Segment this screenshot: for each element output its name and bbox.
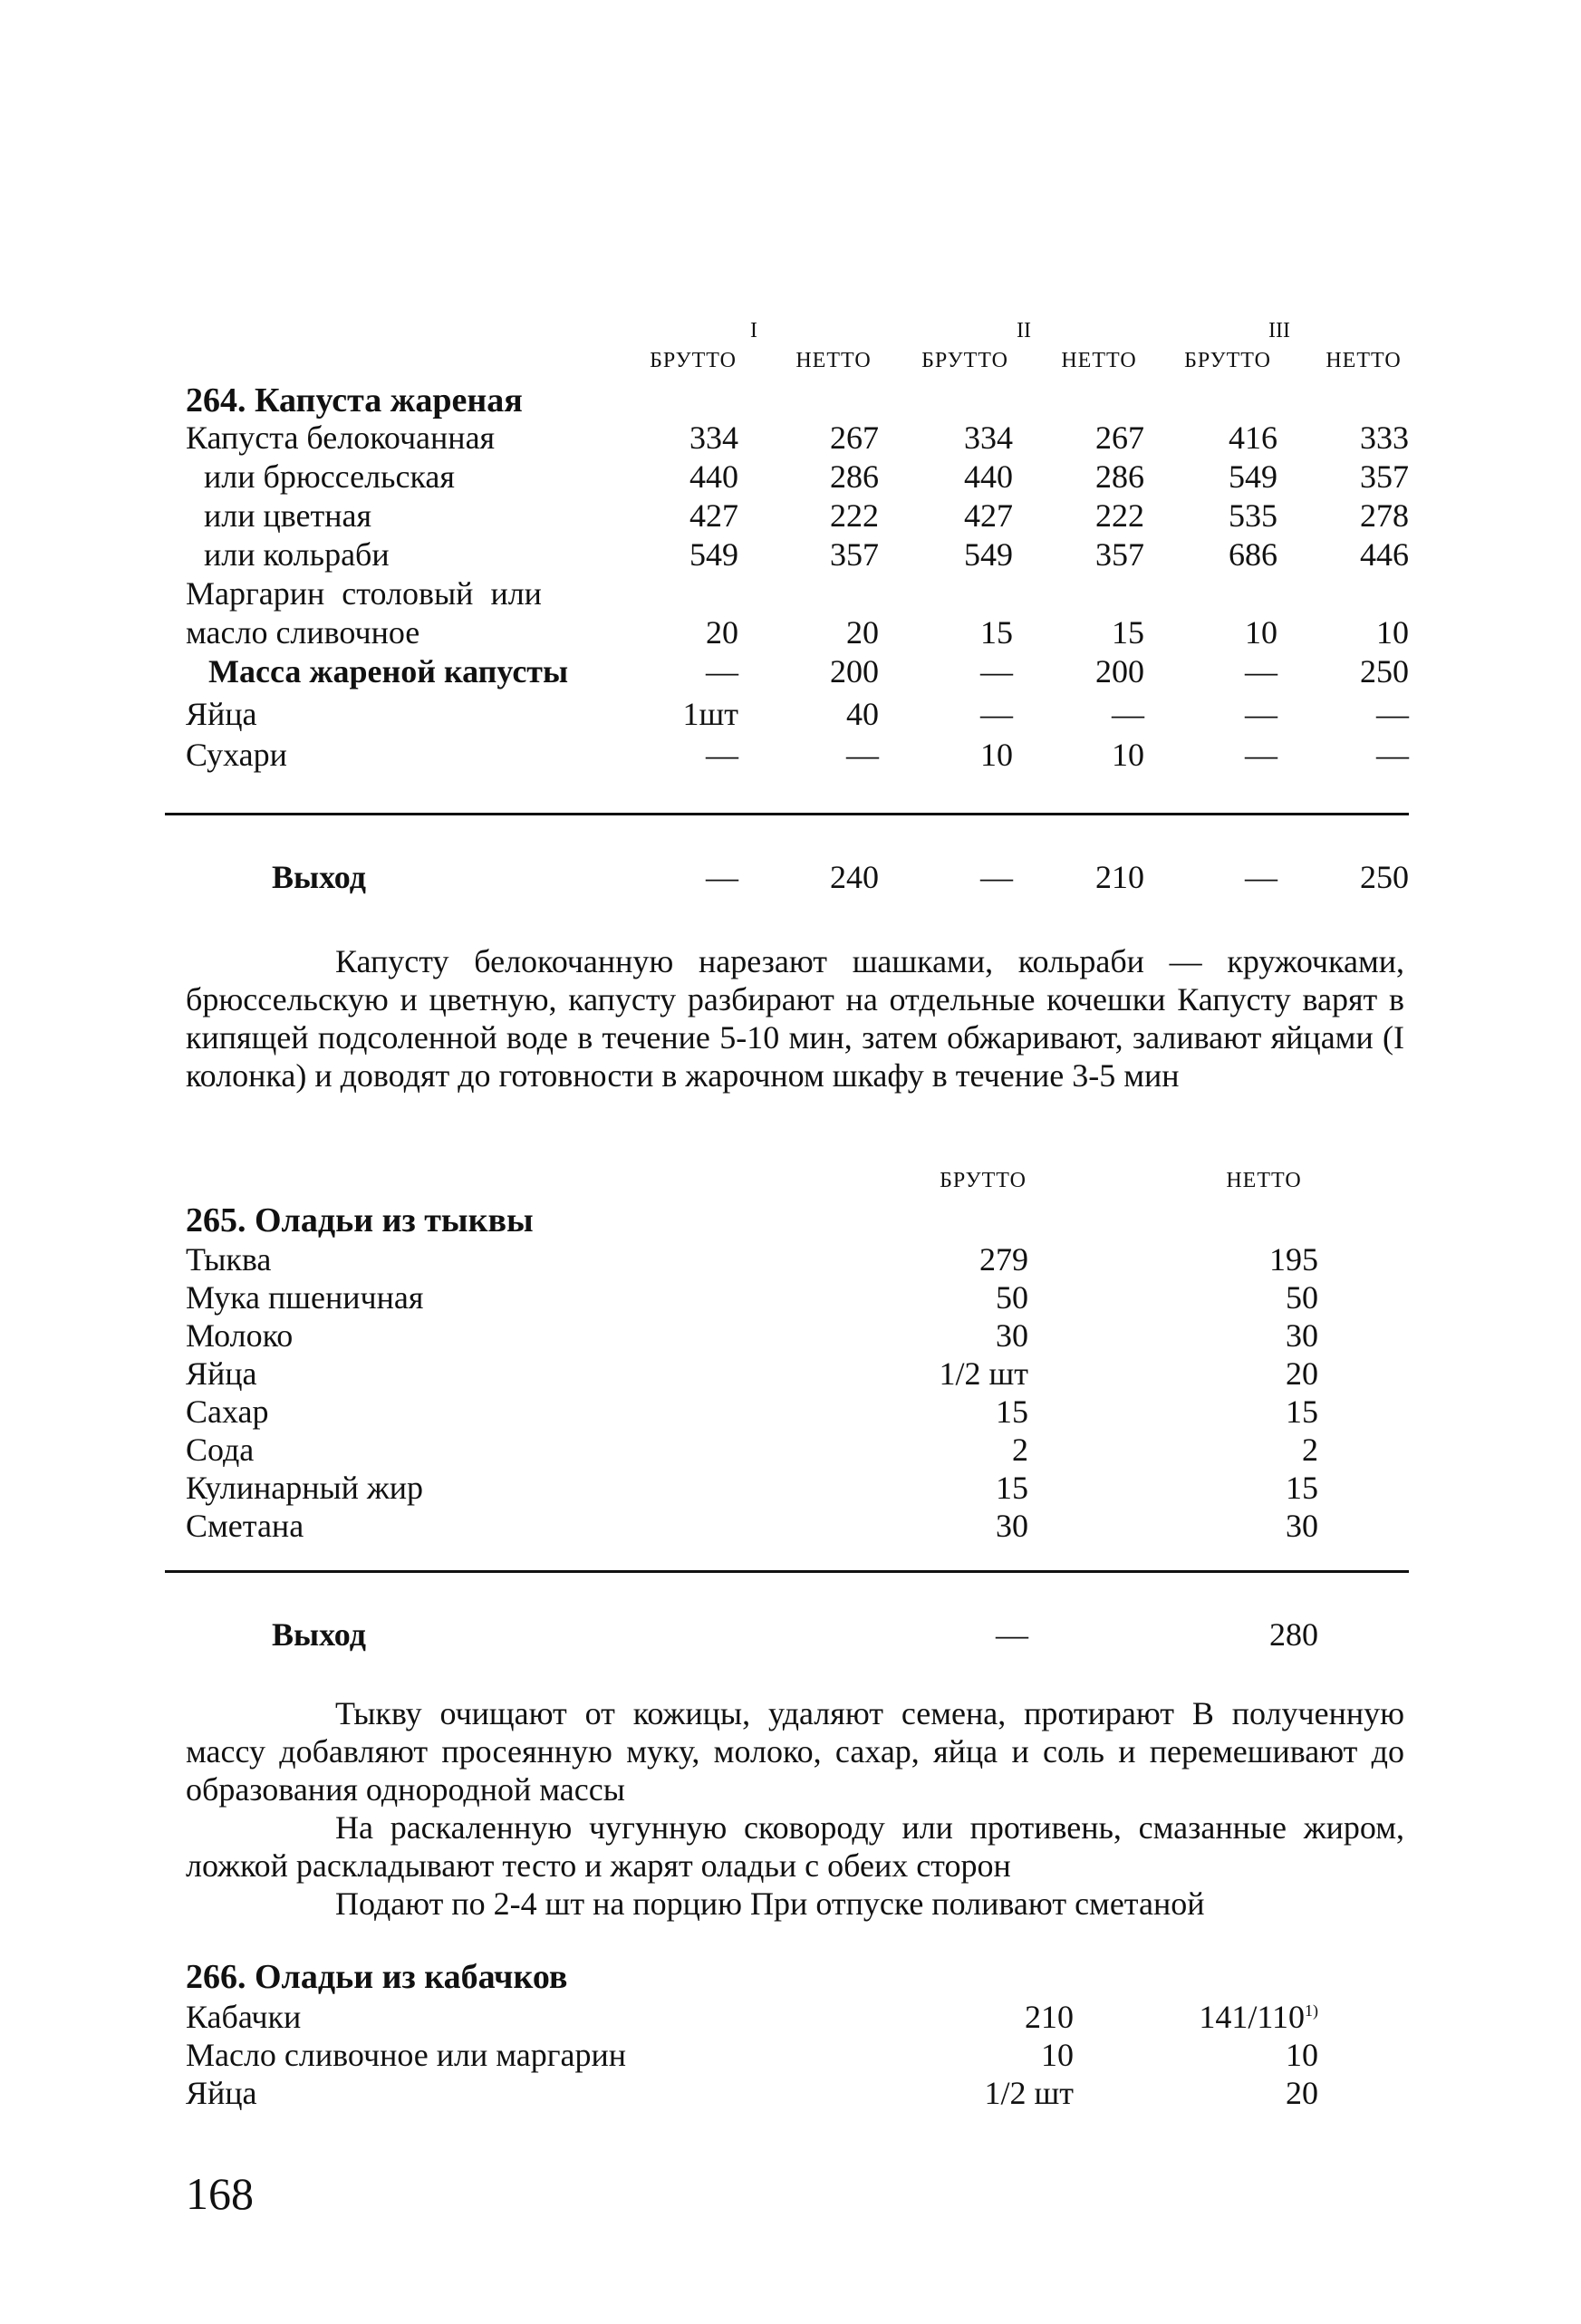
ingredient-value: 267	[1095, 419, 1144, 456]
ingredient-value: —	[1112, 696, 1144, 732]
ingredient-value: 200	[1095, 653, 1144, 689]
ingredient-value: 50	[996, 1279, 1028, 1316]
ingredient-value: —	[846, 737, 879, 773]
ingredient-value: 440	[689, 458, 738, 495]
ingredient-value: 549	[689, 536, 738, 573]
col-head: БРУТТО	[650, 349, 737, 372]
yield-value: —	[706, 859, 738, 895]
yield-value: —	[996, 1616, 1028, 1653]
recipe-title: 266. Оладьи из кабачков	[186, 1958, 568, 1996]
ingredient-value: 222	[830, 497, 879, 534]
col-group-II: II	[1017, 319, 1031, 342]
ingredient-value-text: 20	[1286, 2075, 1318, 2111]
ingredient-value: 279	[979, 1241, 1028, 1278]
ingredient-value: 10	[1245, 614, 1277, 651]
ingredient-name: Капуста белокочанная	[186, 419, 496, 456]
description-paragraph	[186, 1694, 1404, 1808]
ingredient-value	[892, 2077, 1074, 2109]
col-group-I: I	[750, 319, 757, 342]
ingredient-name: или цветная	[204, 497, 372, 534]
col-head: БРУТТО	[1184, 349, 1271, 372]
col-head: НЕТТО	[1226, 1169, 1302, 1192]
divider	[165, 1570, 1409, 1573]
description-paragraph	[186, 1808, 1404, 1885]
col-head: БРУТТО	[921, 349, 1008, 372]
ingredient-name: масло сливочное	[186, 614, 420, 651]
ingredient-name: Тыква	[186, 1241, 272, 1278]
ingredient-name: Мука пшеничная	[186, 1279, 424, 1316]
ingredient-value-text: 10	[1041, 2037, 1074, 2073]
ingredient-value: 535	[1229, 497, 1277, 534]
ingredient-value: 427	[964, 497, 1013, 534]
ingredient-value: 50	[1286, 1279, 1318, 1316]
ingredient-value	[1137, 2039, 1318, 2071]
ingredient-value: 357	[1095, 536, 1144, 573]
description-text: Капусту белокочанную нарезают шашками, кольраби — кружочками, брюссельскую и цветную, капусту разбирают на отдельные кочешки Капусту варят в кипящей подсоленной воде в течение 5-10 мин, затем обжаривают, заливают яйцами (I колонка) и доводят до готовности в жарочном шкафу в течение 3-5 мин	[186, 943, 1404, 1094]
ingredient-name: Масса жареной капусты	[208, 653, 569, 689]
recipe-title: 265. Оладьи из тыквы	[186, 1201, 534, 1239]
description-text: Подают по 2-4 шт на порцию При отпуске поливают сметаной	[335, 1885, 1205, 1922]
ingredient-value: 15	[996, 1393, 1028, 1430]
ingredient-value-text: 210	[1025, 1999, 1074, 2035]
ingredient-value: —	[1245, 696, 1277, 732]
ingredient-value: 30	[1286, 1508, 1318, 1544]
col-head: НЕТТО	[1061, 349, 1137, 372]
yield-value: 250	[1360, 859, 1409, 895]
ingredient-name: или кольраби	[204, 536, 390, 573]
ingredient-value: 416	[1229, 419, 1277, 456]
ingredient-value: 30	[1286, 1317, 1318, 1354]
ingredient-value: 357	[830, 536, 879, 573]
ingredient-value: —	[706, 653, 738, 689]
ingredient-value: 446	[1360, 536, 1409, 573]
ingredient-name: Яйца	[186, 696, 257, 732]
ingredient-value: 286	[1095, 458, 1144, 495]
ingredient-value: 333	[1360, 419, 1409, 456]
ingredient-value: 686	[1229, 536, 1277, 573]
ingredient-value: —	[706, 737, 738, 773]
ingredient-value: 334	[964, 419, 1013, 456]
ingredient-name: Яйца	[186, 2075, 257, 2111]
ingredient-value: 440	[964, 458, 1013, 495]
ingredient-value	[1137, 2077, 1318, 2109]
ingredient-value	[1137, 2001, 1318, 2033]
ingredient-value	[892, 2039, 1074, 2071]
ingredient-name: Масло сливочное или маргарин	[186, 2037, 627, 2073]
ingredient-value: 15	[1286, 1470, 1318, 1506]
ingredient-value: 40	[846, 696, 879, 732]
ingredient-value: 1/2 шт	[939, 1355, 1028, 1392]
ingredient-value: 357	[1360, 458, 1409, 495]
ingredient-value: —	[1376, 737, 1409, 773]
ingredient-value-text: 141/110	[1199, 1999, 1305, 2035]
ingredient-value: 222	[1095, 497, 1144, 534]
ingredient-value: 200	[830, 653, 879, 689]
yield-label: Выход	[272, 1616, 366, 1653]
ingredient-value: 427	[689, 497, 738, 534]
ingredient-name: Молоко	[186, 1317, 294, 1354]
col-head: НЕТТО	[1326, 349, 1402, 372]
ingredient-value: 30	[996, 1508, 1028, 1544]
yield-value: —	[1245, 859, 1277, 895]
col-group-III: III	[1268, 319, 1290, 342]
ingredient-name: Маргарин столовый или	[186, 575, 542, 612]
ingredient-name: Сода	[186, 1432, 255, 1468]
col-head: НЕТТО	[795, 349, 872, 372]
ingredient-value: 549	[1229, 458, 1277, 495]
col-head: БРУТТО	[940, 1169, 1027, 1192]
yield-value: 240	[830, 859, 879, 895]
page-number: 168	[186, 2168, 254, 2219]
yield-label: Выход	[272, 859, 366, 895]
ingredient-value	[892, 2001, 1074, 2033]
ingredient-value: 15	[996, 1470, 1028, 1506]
description-text: Тыкву очищают от кожицы, удаляют семена, протирают В полученную массу добавляют просеянную муку, молоко, сахар, яйца и соль и перемешивают до образования однородной массы	[186, 1695, 1404, 1808]
yield-value: —	[980, 859, 1013, 895]
yield-value: 280	[1269, 1616, 1318, 1653]
ingredient-value-text: 1/2 шт	[984, 2075, 1074, 2111]
description-text: На раскаленную чугунную сковороду или противень, смазанные жиром, ложкой раскладывают тесто и жарят оладьи с обеих сторон	[186, 1809, 1404, 1884]
ingredient-value: 10	[1112, 737, 1144, 773]
ingredient-value: 2	[1012, 1432, 1028, 1468]
ingredient-value: 15	[1112, 614, 1144, 651]
ingredient-name: Кулинарный жир	[186, 1470, 424, 1506]
ingredient-value: —	[1245, 737, 1277, 773]
ingredient-value: 10	[980, 737, 1013, 773]
recipe-title: 264. Капуста жареная	[186, 381, 523, 419]
ingredient-value: 549	[964, 536, 1013, 573]
description-paragraph	[186, 1885, 1404, 1923]
ingredient-value: 278	[1360, 497, 1409, 534]
ingredient-name: Сахар	[186, 1393, 269, 1430]
ingredient-value: —	[980, 696, 1013, 732]
ingredient-name: Сухари	[186, 737, 287, 773]
ingredient-value: 286	[830, 458, 879, 495]
ingredient-value: 30	[996, 1317, 1028, 1354]
ingredient-value: 15	[980, 614, 1013, 651]
recipe-description	[186, 942, 1404, 1094]
ingredient-value: 334	[689, 419, 738, 456]
ingredient-value: 2	[1302, 1432, 1318, 1468]
ingredient-value: 1шт	[682, 696, 738, 732]
yield-value: 210	[1095, 859, 1144, 895]
ingredient-value: 10	[1376, 614, 1409, 651]
ingredient-name: Яйца	[186, 1355, 257, 1392]
ingredient-value: 267	[830, 419, 879, 456]
ingredient-value: 195	[1269, 1241, 1318, 1278]
recipe-description	[186, 1694, 1404, 1923]
ingredient-value: 20	[1286, 1355, 1318, 1392]
ingredient-value: 20	[706, 614, 738, 651]
ingredient-value: 20	[846, 614, 879, 651]
ingredient-value: —	[980, 653, 1013, 689]
ingredient-value: —	[1245, 653, 1277, 689]
ingredient-value: —	[1376, 696, 1409, 732]
footnote-marker: 1)	[1305, 2001, 1318, 2020]
ingredient-value-text: 10	[1286, 2037, 1318, 2073]
ingredient-name: Кабачки	[186, 1999, 302, 2035]
ingredient-value: 15	[1286, 1393, 1318, 1430]
ingredient-name: Сметана	[186, 1508, 304, 1544]
ingredient-value: 250	[1360, 653, 1409, 689]
divider	[165, 813, 1409, 815]
ingredient-name: или брюссельская	[204, 458, 455, 495]
